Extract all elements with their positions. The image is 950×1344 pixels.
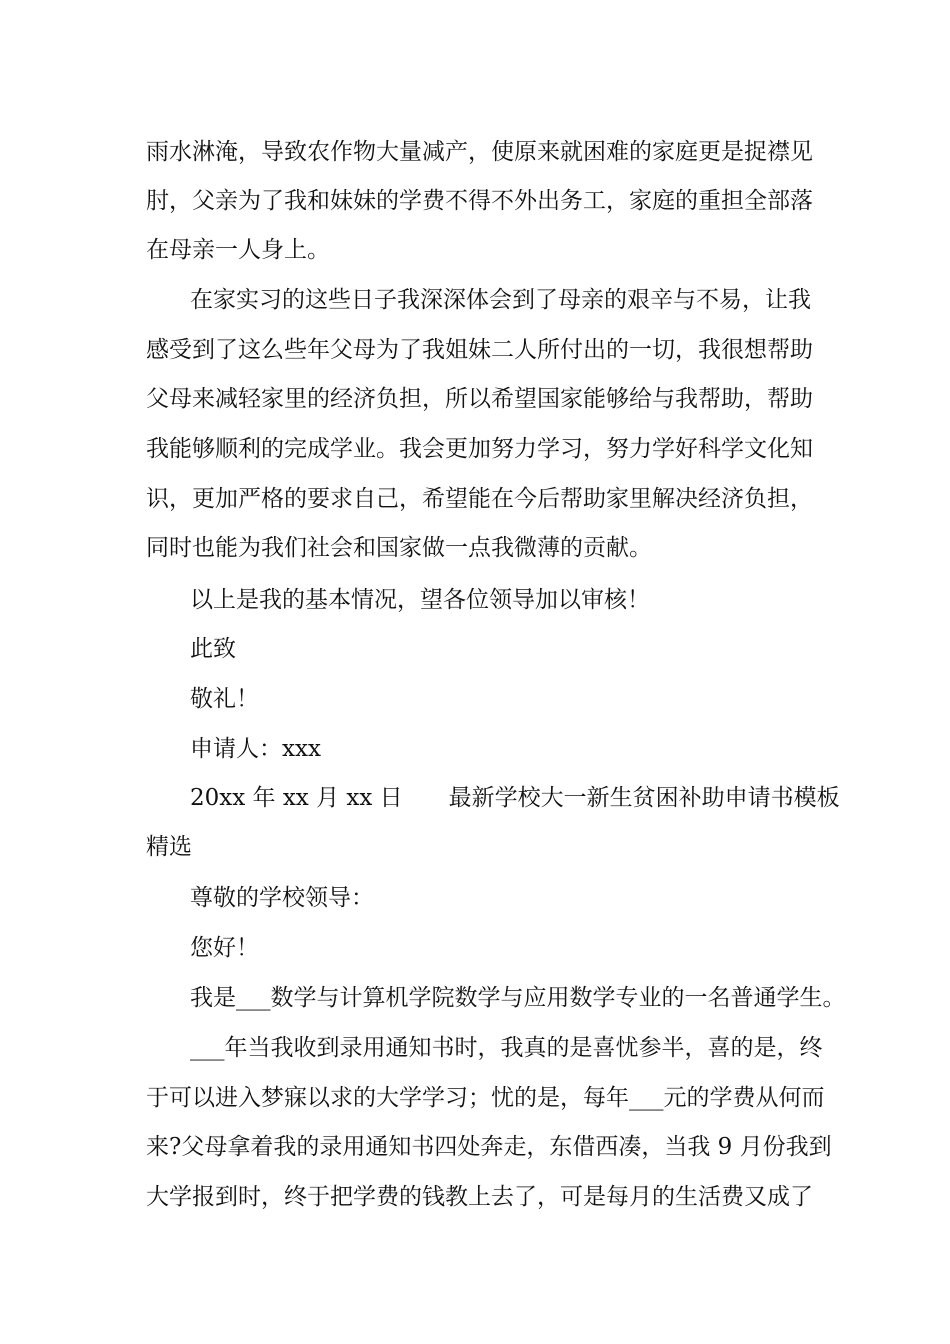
text-line: 大学报到时，终于把学费的钱教上去了，可是每月的生活费又成了 [146,1184,813,1210]
text-line: 感受到了这么些年父母为了我姐妹二人所付出的一切，我很想帮助 [146,337,813,363]
letter-hello: 您好！ [190,935,259,961]
text-line: 在母亲一人身上。 [146,237,330,263]
text-line: 肘，父亲为了我和妹妹的学费不得不外出务工，家庭的重担全部落 [146,188,813,214]
title-continuation: 精选 [146,834,192,860]
text-line: 于可以进入梦寐以求的大学学习；忧的是，每年___元的学费从何而 [146,1085,825,1111]
letter-greeting: 尊敬的学校领导： [190,885,374,911]
text-line: 雨水淋淹，导致农作物大量减产，使原来就困难的家庭更是捉襟见 [146,139,813,165]
text-line: 识，更加严格的要求自己，希望能在今后帮助家里解决经济负担， [146,486,813,512]
text-line: 同时也能为我们社会和国家做一点我微薄的贡献。 [146,535,652,561]
salutation-cizhi: 此致 [190,636,236,662]
text-line: 来?父母拿着我的录用通知书四处奔走，东借西凑，当我 9 月份我到 [146,1134,832,1160]
closing-statement: 以上是我的基本情况，望各位领导加以审核！ [190,587,650,613]
salutation-jingli: 敬礼！ [190,686,259,712]
paragraph-start: 我是___数学与计算机学院数学与应用数学专业的一名普通学生。 [190,985,846,1011]
text-line: 我能够顺利的完成学业。我会更加努力学习，努力学好科学文化知 [146,436,813,462]
paragraph-start: 在家实习的这些日子我深深体会到了母亲的艰辛与不易，让我 [190,287,811,313]
applicant-line: 申请人：xxx [190,736,321,762]
date-and-title-line: 20xx 年 xx 月 xx 日 最新学校大一新生贫困补助申请书模板 [190,785,840,811]
text-line: 父母来减轻家里的经济负担，所以希望国家能够给与我帮助，帮助 [146,386,813,412]
paragraph-start: ___年当我收到录用通知书时，我真的是喜忧参半，喜的是，终 [190,1035,823,1061]
